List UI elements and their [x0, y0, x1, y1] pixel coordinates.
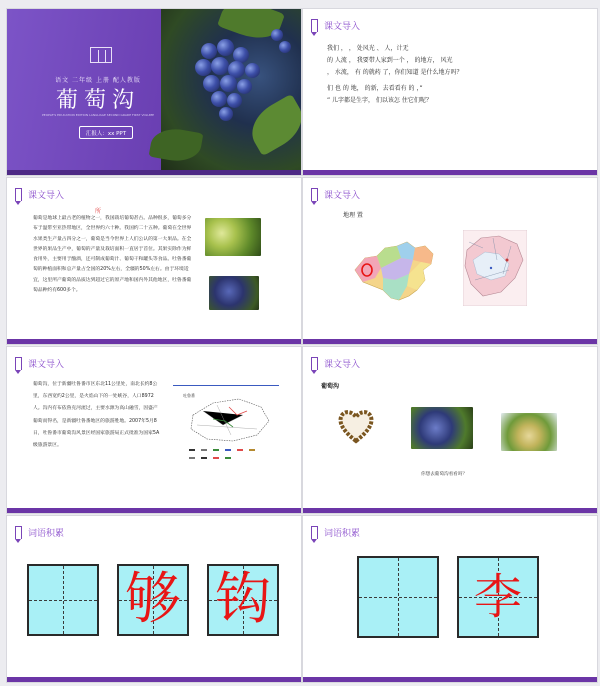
purple-grapes-photo [209, 276, 259, 310]
cover-subtitle: 语文 二年级 上册 配人教版 [55, 77, 141, 84]
slide-vocab-1[interactable] [6, 515, 302, 683]
cover-english: PEOPLE'S EDUCATION EDITION LANGUAGE SECOND GRADE FIRST VOLUME [41, 113, 155, 117]
grid-char: 钩 [215, 567, 271, 632]
bookmark-icon [311, 188, 318, 201]
intro-text: 我们 ， ， 处风光 、 人，计无 的 人流 ， 我要带人家到一个 ， 的地方， 风光 ， 水流， 有 的就药 了，你们知道 是什么地方吗？ 们 也 的 地， 的新，去看看有 的 ，” ” 儿字都是生字， 们以该怎 住它们呢？ [327, 45, 463, 104]
grid-char: 够 [125, 567, 181, 632]
slide-bottom-bar [303, 508, 597, 513]
heart-grapes-photo [337, 407, 375, 445]
writing-grid-3[interactable] [207, 564, 279, 636]
section-header: 词语积累 [15, 526, 64, 539]
grid-char [359, 558, 437, 636]
grape-intro-paragraph: 葡萄是地球上最古老的植物之一，我国栽培葡萄甚古。品种很多，葡萄多分布于温带至亚热带地区，全世界约六十种。我国约二十五种。葡萄在全世界水果类生产量占四分之一，葡萄是当今世界上人们公认的第一大果品。在全世界的果品生产中，葡萄的产量及栽培面积一直居于首位。其果实除作为鲜食用外，主要用于酿酒，还可制成葡萄汁、葡萄干和罐头等食品。吐鲁番葡萄的种植面积和总产量占全国的20%左右，全疆的50%左右。由于环境适宜，这里所产葡萄的品质达到超过它的原产地和国内外其他地区，吐鲁番葡萄品种约有600多个。 [33, 216, 192, 294]
slide-intro-3[interactable] [302, 177, 598, 345]
section-header: 词语积累 [311, 526, 360, 539]
slide-cover[interactable] [6, 8, 302, 176]
section-header: 课文导入 [311, 357, 360, 370]
bookmark-icon [311, 526, 318, 539]
grid-char: 李 [473, 569, 522, 625]
cover-title: 葡萄沟 [55, 88, 140, 113]
question-text: 你想去葡萄沟看看吗？ [421, 472, 467, 477]
slide-vocab-2[interactable] [302, 515, 598, 683]
bookmark-icon [311, 357, 318, 370]
slide-bottom-bar [303, 677, 597, 682]
valley-title: 葡萄沟 [321, 383, 340, 390]
slide-intro-2[interactable] [6, 177, 302, 345]
section-header: 课文导入 [15, 188, 64, 201]
reporter-badge: 汇报人：xx PPT [79, 126, 133, 139]
bookmark-icon [15, 188, 22, 201]
bookmark-icon [311, 19, 318, 32]
grid-char [29, 566, 97, 634]
slide-intro-5[interactable] [302, 346, 598, 514]
bookmark-icon [15, 357, 22, 370]
location-label: 地理 置 [343, 212, 363, 219]
writing-grid-1[interactable] [27, 564, 99, 636]
slide-bottom-bar [7, 170, 301, 175]
xinjiang-map [463, 230, 527, 306]
grape-trellis-photo [411, 407, 473, 449]
slide-bottom-bar [303, 170, 597, 175]
writing-grid-2[interactable] [457, 556, 539, 638]
writing-grid-1[interactable] [357, 556, 439, 638]
section-header: 课文导入 [15, 357, 64, 370]
green-grape-cluster-photo [501, 413, 557, 451]
green-grapes-photo [205, 218, 261, 256]
writing-grid-2[interactable] [117, 564, 189, 636]
grape-photo [161, 9, 301, 176]
slide-intro-1[interactable] [302, 8, 598, 176]
slide-bottom-bar [303, 339, 597, 344]
slide-bottom-bar [7, 508, 301, 513]
china-map [351, 240, 437, 306]
turpan-map: 吐鲁番 [173, 385, 279, 469]
slide-bottom-bar [7, 339, 301, 344]
paragraph-heading: 所 [95, 208, 102, 215]
valley-intro-paragraph: 葡萄沟，位于新疆吐鲁番市区东北11公里处，南北长约8公里，东西宽约2公里，是火焰山下的一处峡谷，人口8972人。沟内有布依鲁克河流过，主要水源为高山融雪，因盛产葡萄而得名，是新疆吐鲁番地区的旅游胜地。2007年5月8日，吐鲁番市葡萄沟风景区经国家旅游局正式批准为国家5A级旅游景区。 [33, 382, 160, 449]
calligraphy-stamp-icon [90, 47, 112, 63]
bookmark-icon [15, 526, 22, 539]
slide-bottom-bar [7, 677, 301, 682]
section-header: 课文导入 [311, 188, 360, 201]
slide-intro-4[interactable] [6, 346, 302, 514]
section-header: 课文导入 [311, 19, 360, 32]
